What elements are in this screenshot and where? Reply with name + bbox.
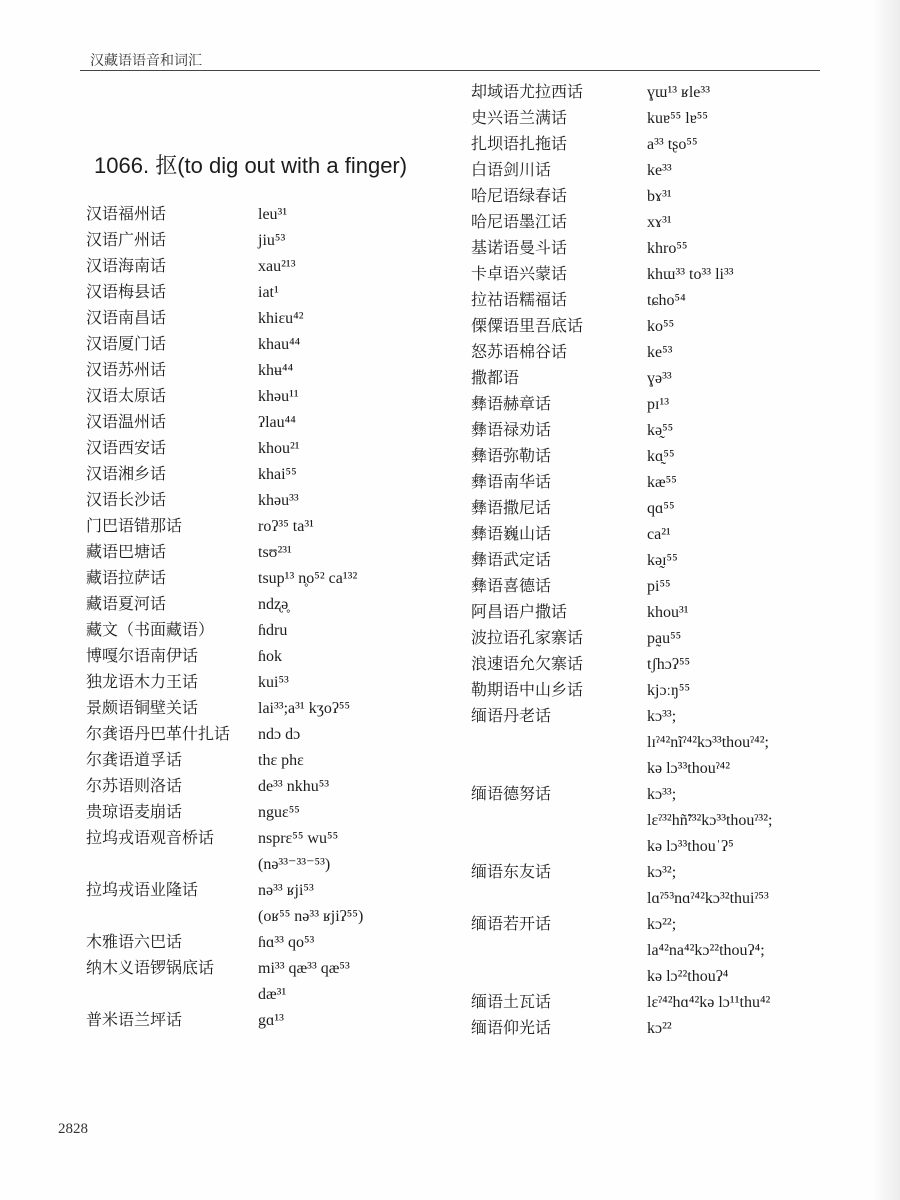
form-cell xyxy=(647,548,865,574)
language-label: 哈尼语绿春话 xyxy=(471,188,568,205)
phonetic-form: khʉ⁴⁴ xyxy=(258,362,294,379)
form-cell xyxy=(258,592,460,618)
phonetic-form: kə lɔ³³thouˈʔ⁵ xyxy=(647,838,734,855)
phonetic-form: kæ⁵⁵ xyxy=(647,474,677,491)
language-label: 彝语弥勒话 xyxy=(471,448,552,465)
phonetic-form: ɦdru xyxy=(258,622,288,639)
phonetic-form: kjɔːŋ⁵⁵ xyxy=(647,682,691,699)
phonetic-form: gɑ¹³ xyxy=(258,1012,284,1029)
form-cell xyxy=(647,106,865,132)
left-column xyxy=(80,140,460,1034)
word-row xyxy=(80,748,460,774)
phonetic-form: khai⁵⁵ xyxy=(258,466,297,483)
language-label: 阿昌语户撒话 xyxy=(471,604,568,621)
phonetic-form: ko⁵⁵ xyxy=(647,318,675,335)
phonetic-form: ɣə³³ xyxy=(647,370,672,387)
form-cell xyxy=(258,280,460,306)
language-label: 缅语丹老话 xyxy=(471,708,552,725)
left-word-list xyxy=(80,202,460,1034)
phonetic-form: tɕho⁵⁴ xyxy=(647,292,686,309)
form-cell xyxy=(258,488,460,514)
phonetic-form: khəu¹¹ xyxy=(258,388,299,405)
form-cell xyxy=(258,826,460,878)
language-label: 独龙语木力王话 xyxy=(86,674,199,691)
language-label: 彝语南华话 xyxy=(471,474,552,491)
language-label: 尔龚语丹巴革什扎话 xyxy=(86,726,231,743)
phonetic-form: lɛˀ⁴²hɑ⁴²kə lɔ¹¹thu⁴² xyxy=(647,994,771,1011)
form-cell xyxy=(258,436,460,462)
phonetic-form: kɔ³³; xyxy=(647,708,677,725)
phonetic-form: kɔ³²; xyxy=(647,864,677,881)
form-cell xyxy=(647,314,865,340)
form-cell xyxy=(258,1008,460,1034)
form-cell xyxy=(647,236,865,262)
phonetic-form: ɦɑ³³ qo⁵³ xyxy=(258,934,315,951)
phonetic-form: khəu³³ xyxy=(258,492,299,509)
language-label: 汉语苏州话 xyxy=(86,362,167,379)
word-row xyxy=(465,574,865,600)
word-row xyxy=(80,566,460,592)
language-label: 拉坞戎语业隆话 xyxy=(86,882,199,899)
word-row xyxy=(80,644,460,670)
phonetic-form: kɔ²²; xyxy=(647,916,677,933)
language-label: 哈尼语墨江话 xyxy=(471,214,568,231)
word-row xyxy=(80,956,460,1008)
entry-title: 抠(to dig out with a finger) xyxy=(155,153,408,178)
phonetic-form: kə̰ɪ⁵⁵ xyxy=(647,552,678,569)
language-label: 怒苏语棉谷话 xyxy=(471,344,568,361)
language-label: 博嘎尔语南伊话 xyxy=(86,648,199,665)
word-row xyxy=(465,444,865,470)
phonetic-form: roʔ³⁵ ta³¹ xyxy=(258,518,314,535)
phonetic-form: thɛ phɛ xyxy=(258,752,304,769)
word-row xyxy=(465,262,865,288)
language-label: 卡卓语兴蒙话 xyxy=(471,266,568,283)
phonetic-form: ndɔ dɔ xyxy=(258,726,301,743)
running-head: 汉藏语语音和词汇 xyxy=(90,54,202,69)
word-row xyxy=(80,696,460,722)
phonetic-form: khɯ³³ to³³ li³³ xyxy=(647,266,734,283)
word-row xyxy=(80,618,460,644)
word-row xyxy=(80,462,460,488)
word-row xyxy=(80,540,460,566)
language-label: 尔龚语道孚话 xyxy=(86,752,183,769)
word-row xyxy=(465,184,865,210)
form-cell xyxy=(647,262,865,288)
form-cell xyxy=(647,574,865,600)
word-row xyxy=(465,496,865,522)
word-row xyxy=(80,280,460,306)
phonetic-form: de³³ nkhu⁵³ xyxy=(258,778,330,795)
phonetic-form: nguɛ⁵⁵ xyxy=(258,804,300,821)
form-cell xyxy=(258,696,460,722)
word-row xyxy=(80,878,460,930)
entry-number: 1066. xyxy=(94,153,150,178)
phonetic-form: xɤ³¹ xyxy=(647,214,672,231)
phonetic-form: mi³³ qæ³³ qæ⁵³ xyxy=(258,960,350,977)
phonetic-form: nsprɛ⁵⁵ wu⁵⁵ xyxy=(258,830,339,847)
form-cell xyxy=(647,470,865,496)
form-cell xyxy=(647,522,865,548)
word-row xyxy=(80,228,460,254)
word-row xyxy=(80,826,460,878)
form-cell xyxy=(647,184,865,210)
phonetic-form: khou³¹ xyxy=(647,604,689,621)
language-label: 汉语广州话 xyxy=(86,232,167,249)
phonetic-form: kɔ³³; xyxy=(647,786,677,803)
word-row xyxy=(80,774,460,800)
form-cell xyxy=(647,210,865,236)
language-label: 扎坝语扎拖话 xyxy=(471,136,568,153)
phonetic-form: kə̰⁵⁵ xyxy=(647,422,674,439)
language-label: 藏文（书面藏语） xyxy=(86,622,215,639)
form-cell xyxy=(647,990,865,1016)
word-row xyxy=(80,488,460,514)
form-cell xyxy=(647,418,865,444)
form-cell xyxy=(647,392,865,418)
word-row xyxy=(465,340,865,366)
phonetic-form: khou²¹ xyxy=(258,440,300,457)
language-label: 缅语仰光话 xyxy=(471,1020,552,1037)
form-cell xyxy=(258,202,460,228)
word-row xyxy=(465,106,865,132)
language-label: 彝语撒尼话 xyxy=(471,500,552,517)
form-cell xyxy=(258,254,460,280)
language-label: 尔苏语则洛话 xyxy=(86,778,183,795)
language-label: 却域语尤拉西话 xyxy=(471,84,584,101)
language-label: 汉语厦门话 xyxy=(86,336,167,353)
phonetic-form: bɤ³¹ xyxy=(647,188,672,205)
phonetic-form: iat¹ xyxy=(258,284,279,301)
form-cell xyxy=(258,670,460,696)
form-cell xyxy=(258,228,460,254)
form-cell xyxy=(258,410,460,436)
phonetic-form: tsup¹³ n̥o⁵² ca¹³² xyxy=(258,570,358,587)
language-label: 藏语夏河话 xyxy=(86,596,167,613)
word-row xyxy=(80,722,460,748)
phonetic-form: kɔ²² xyxy=(647,1020,672,1037)
language-label: 缅语若开话 xyxy=(471,916,552,933)
language-label: 汉语梅县话 xyxy=(86,284,167,301)
language-label: 白语剑川话 xyxy=(471,162,552,179)
form-cell xyxy=(258,566,460,592)
phonetic-form: lɛˀ³²hñ̃ˀ³²kɔ³³thouˀ³²; xyxy=(647,812,773,829)
phonetic-form: kuɐ⁵⁵ lɐ⁵⁵ xyxy=(647,110,708,127)
word-row xyxy=(465,548,865,574)
word-row xyxy=(80,930,460,956)
word-row xyxy=(465,470,865,496)
word-row xyxy=(80,1008,460,1034)
word-row xyxy=(465,1016,865,1042)
word-row xyxy=(465,158,865,184)
language-label: 勒期语中山乡话 xyxy=(471,682,584,699)
word-row xyxy=(465,990,865,1016)
phonetic-form: kɑ̰⁵⁵ xyxy=(647,448,675,465)
language-label: 彝语赫章话 xyxy=(471,396,552,413)
phonetic-form: (oʁ⁵⁵ nə³³ ʁjiʔ⁵⁵) xyxy=(258,908,364,925)
language-label: 撒都语 xyxy=(471,370,520,387)
language-label: 史兴语兰满话 xyxy=(471,110,568,127)
form-cell xyxy=(258,462,460,488)
form-cell xyxy=(647,626,865,652)
word-row xyxy=(465,236,865,262)
language-label: 波拉语孔家寨话 xyxy=(471,630,584,647)
form-cell xyxy=(647,1016,865,1042)
word-row xyxy=(465,782,865,860)
word-row xyxy=(465,80,865,106)
form-cell xyxy=(647,912,865,990)
language-label: 汉语南昌话 xyxy=(86,310,167,327)
phonetic-form: khro⁵⁵ xyxy=(647,240,688,257)
form-cell xyxy=(258,774,460,800)
phonetic-form: khau⁴⁴ xyxy=(258,336,301,353)
scan-edge-shadow xyxy=(870,0,900,1200)
word-row xyxy=(80,254,460,280)
phonetic-form: tʃhɔʔ⁵⁵ xyxy=(647,656,691,673)
language-label: 缅语德努话 xyxy=(471,786,552,803)
form-cell xyxy=(647,132,865,158)
right-column xyxy=(465,80,865,1042)
word-row xyxy=(80,202,460,228)
word-row xyxy=(465,860,865,912)
page-number: 2828 xyxy=(58,1121,88,1137)
phonetic-form: ndʐə̥ xyxy=(258,596,289,613)
language-label: 缅语东友话 xyxy=(471,864,552,881)
form-cell xyxy=(647,340,865,366)
word-row xyxy=(465,288,865,314)
word-row xyxy=(80,800,460,826)
form-cell xyxy=(258,800,460,826)
language-label: 傈僳语里吾底话 xyxy=(471,318,584,335)
phonetic-form: ke³³ xyxy=(647,162,672,179)
phonetic-form: dæ³¹ xyxy=(258,986,287,1003)
form-cell xyxy=(647,366,865,392)
language-label: 贵琼语麦崩话 xyxy=(86,804,183,821)
form-cell xyxy=(258,878,460,930)
language-label: 汉语湘乡话 xyxy=(86,466,167,483)
phonetic-form: ʔlau⁴⁴ xyxy=(258,414,296,431)
word-row xyxy=(80,514,460,540)
language-label: 纳木义语锣锅底话 xyxy=(86,960,215,977)
word-row xyxy=(465,392,865,418)
word-row xyxy=(80,592,460,618)
form-cell xyxy=(258,306,460,332)
form-cell xyxy=(258,540,460,566)
form-cell xyxy=(258,956,460,1008)
entry-heading xyxy=(94,140,460,192)
language-label: 景颇语铜壁关话 xyxy=(86,700,199,717)
word-row xyxy=(80,332,460,358)
phonetic-form: xau²¹³ xyxy=(258,258,296,275)
form-cell xyxy=(258,930,460,956)
word-row xyxy=(465,912,865,990)
form-cell xyxy=(258,332,460,358)
word-row xyxy=(80,358,460,384)
word-row xyxy=(465,314,865,340)
phonetic-form: pi⁵⁵ xyxy=(647,578,671,595)
phonetic-form: kə lɔ³³thouˀ⁴² xyxy=(647,760,731,777)
phonetic-form: tsʊ²³¹ xyxy=(258,544,292,561)
phonetic-form: ɦok xyxy=(258,648,282,665)
word-row xyxy=(465,626,865,652)
form-cell xyxy=(647,704,865,782)
phonetic-form: la⁴²na⁴²kɔ²²thouʔ⁴; xyxy=(647,942,765,959)
word-row xyxy=(80,670,460,696)
form-cell xyxy=(258,514,460,540)
header-rule xyxy=(80,70,820,71)
phonetic-form: nə³³ ʁji⁵³ xyxy=(258,882,314,899)
word-row xyxy=(465,600,865,626)
form-cell xyxy=(258,618,460,644)
phonetic-form: kui⁵³ xyxy=(258,674,289,691)
phonetic-form: qɑ⁵⁵ xyxy=(647,500,675,517)
language-label: 汉语海南话 xyxy=(86,258,167,275)
language-label: 拉坞戎语观音桥话 xyxy=(86,830,215,847)
phonetic-form: lɑˀ⁵³nɑˀ⁴²kɔ³²thuiˀ⁵³ xyxy=(647,890,769,907)
language-label: 拉祜语糯福话 xyxy=(471,292,568,309)
phonetic-form: lɪˀ⁴²nĩˀ⁴²kɔ³³thouˀ⁴²; xyxy=(647,734,769,751)
form-cell xyxy=(258,384,460,410)
language-label: 彝语禄劝话 xyxy=(471,422,552,439)
form-cell xyxy=(647,158,865,184)
form-cell xyxy=(647,496,865,522)
word-row xyxy=(465,366,865,392)
form-cell xyxy=(647,782,865,860)
right-word-list xyxy=(465,80,865,1042)
phonetic-form: lai³³;a³¹ kʒoʔ⁵⁵ xyxy=(258,700,351,717)
phonetic-form: ca²¹ xyxy=(647,526,671,543)
form-cell xyxy=(258,358,460,384)
language-label: 木雅语六巴话 xyxy=(86,934,183,951)
word-row xyxy=(465,652,865,678)
phonetic-form: ɣɯ¹³ ʁle³³ xyxy=(647,84,710,101)
language-label: 汉语太原话 xyxy=(86,388,167,405)
phonetic-form: pɪ¹³ xyxy=(647,396,670,413)
form-cell xyxy=(258,722,460,748)
word-row xyxy=(465,210,865,236)
language-label: 门巴语错那话 xyxy=(86,518,183,535)
word-row xyxy=(465,132,865,158)
word-row xyxy=(465,522,865,548)
word-row xyxy=(80,436,460,462)
language-label: 浪速语允欠寨话 xyxy=(471,656,584,673)
form-cell xyxy=(647,80,865,106)
form-cell xyxy=(647,678,865,704)
form-cell xyxy=(258,748,460,774)
language-label: 汉语长沙话 xyxy=(86,492,167,509)
word-row xyxy=(465,418,865,444)
language-label: 彝语喜德话 xyxy=(471,578,552,595)
language-label: 藏语巴塘话 xyxy=(86,544,167,561)
word-row xyxy=(465,678,865,704)
word-row xyxy=(80,410,460,436)
phonetic-form: jiu⁵³ xyxy=(258,232,286,249)
phonetic-form: (nə³³⁻³³⁻⁵³) xyxy=(258,856,331,873)
language-label: 汉语温州话 xyxy=(86,414,167,431)
language-label: 彝语武定话 xyxy=(471,552,552,569)
language-label: 汉语西安话 xyxy=(86,440,167,457)
phonetic-form: leu³¹ xyxy=(258,206,288,223)
language-label: 彝语巍山话 xyxy=(471,526,552,543)
word-row xyxy=(80,306,460,332)
language-label: 普米语兰坪话 xyxy=(86,1012,183,1029)
language-label: 缅语土瓦话 xyxy=(471,994,552,1011)
form-cell xyxy=(647,860,865,912)
phonetic-form: a³³ tʂo⁵⁵ xyxy=(647,136,698,153)
language-label: 基诺语曼斗话 xyxy=(471,240,568,257)
phonetic-form: pa̰u⁵⁵ xyxy=(647,630,682,647)
language-label: 汉语福州话 xyxy=(86,206,167,223)
form-cell xyxy=(647,600,865,626)
phonetic-form: kə lɔ²²thouʔ⁴ xyxy=(647,968,729,985)
word-row xyxy=(465,704,865,782)
form-cell xyxy=(647,444,865,470)
form-cell xyxy=(647,288,865,314)
form-cell xyxy=(647,652,865,678)
phonetic-form: ke⁵³ xyxy=(647,344,673,361)
language-label: 藏语拉萨话 xyxy=(86,570,167,587)
phonetic-form: khiɛu⁴² xyxy=(258,310,304,327)
form-cell xyxy=(258,644,460,670)
word-row xyxy=(80,384,460,410)
